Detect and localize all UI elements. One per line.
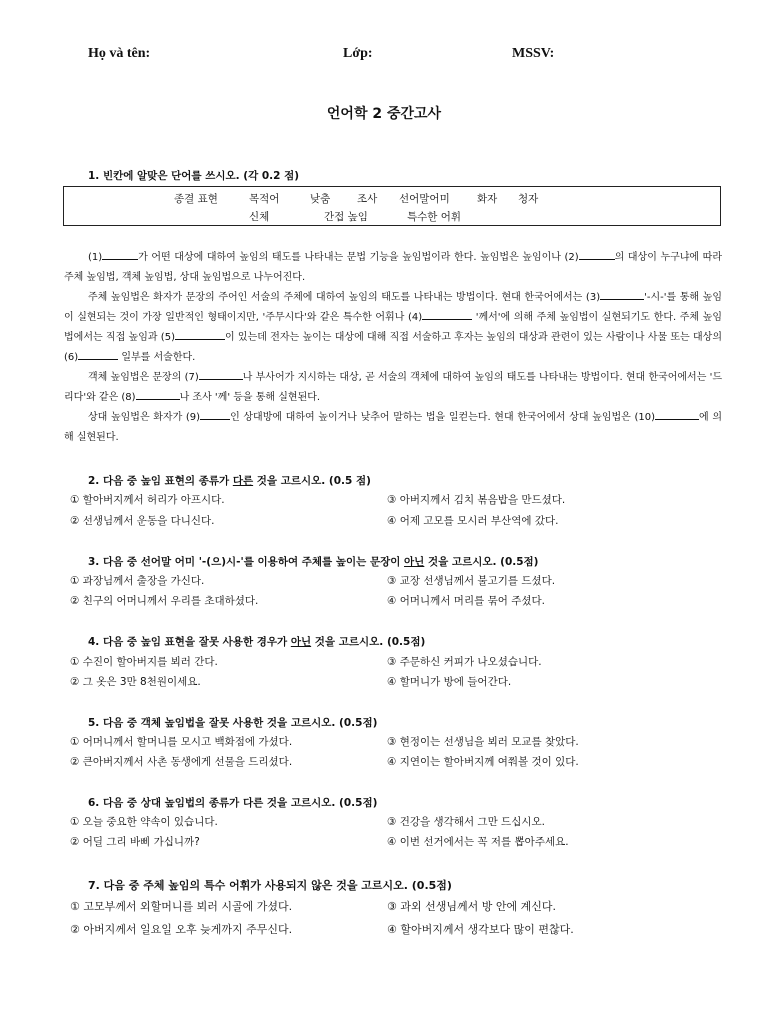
q2-option-2[interactable]: ② 선생님께서 운동을 다니신다. — [70, 515, 215, 527]
q7-option-3[interactable]: ③ 과외 선생님께서 방 안에 계신다. — [387, 900, 556, 913]
answer-blank-5[interactable] — [175, 329, 225, 340]
answer-blank-9[interactable] — [200, 409, 230, 420]
q3-heading: 3. 다음 중 선어말 어미 '-(으)시-'를 이용하여 주체를 높이는 문장이 아닌 것을 고르시오. (0.5점) — [88, 556, 539, 568]
word-bank-item: 조사 — [357, 193, 378, 205]
q4-option-2[interactable]: ② 그 옷은 3만 8천원이세요. — [70, 676, 201, 688]
q6-option-2[interactable]: ② 어딜 그리 바삐 가십니까? — [70, 836, 200, 848]
q4-heading: 4. 다음 중 높임 표현을 잘못 사용한 경우가 아닌 것을 고르시오. (0.5점) — [88, 636, 426, 648]
q5-option-4[interactable]: ④ 지연이는 할아버지께 여쭤볼 것이 있다. — [387, 756, 579, 768]
class-label: Lớp: — [343, 46, 373, 61]
passage-paragraph: 주체 높임법은 화자가 문장의 주어인 서술의 주체에 대하여 높임의 태도를 나타내는 방법이다. 현대 한국어에서는 (3) '-시-'를 통해 높임이 실현되는 것이 가장 일반적인 형태이지만, '주무시다'와 같은 특수한 어휘나 (4) '께서'에 의해 주체 높임법이 실현되기도 한다. 주체 높임법에서는 직접 높임과 (5) 이 있는데 전자는 높이는 대상에 대해 직접 서술하고 후자는 높임의 대상과 관련이 있는 사람이나 사물 또는 대상의 (6) 일부를 서술한다. — [64, 288, 722, 368]
passage-paragraph: (1) 가 어떤 대상에 대하여 높임의 태도를 나타내는 문법 기능을 높임법이라 한다. 높임법은 높임이나 (2) 의 대상이 누구냐에 따라 주체 높임법, 객체 높임법, 상대 높임법으로 나누어진다. — [64, 248, 722, 288]
passage-paragraph: 객체 높임법은 문장의 (7) 나 부사어가 지시하는 대상, 곧 서술의 객체에 대하여 높임의 태도를 나타내는 방법이다. 현대 한국어에서는 '드리다'와 같은 (8) 나 조사 '께' 등을 통해 실현된다. — [64, 368, 722, 408]
answer-blank-2[interactable] — [579, 249, 615, 260]
word-bank-item: 특수한 어휘 — [407, 211, 462, 223]
word-bank-item: 목적어 — [249, 193, 280, 205]
word-bank-item: 청자 — [518, 193, 539, 205]
q3-option-2[interactable]: ② 친구의 어머니께서 우리를 초대하셨다. — [70, 595, 259, 607]
q2-option-4[interactable]: ④ 어제 고모를 모시러 부산역에 갔다. — [387, 515, 559, 527]
q4-option-1[interactable]: ① 수진이 할아버지를 뵈러 간다. — [70, 656, 218, 668]
q2-heading: 2. 다음 중 높임 표현의 종류가 다른 것을 고르시오. (0.5 점) — [88, 475, 371, 487]
q5-option-1[interactable]: ① 어머니께서 할머니를 모시고 백화점에 가셨다. — [70, 736, 293, 748]
word-bank-item: 신체 — [249, 211, 270, 223]
q4-option-4[interactable]: ④ 할머니가 방에 들어간다. — [387, 676, 512, 688]
answer-blank-4[interactable] — [422, 309, 472, 320]
q5-heading: 5. 다음 중 객체 높임법을 잘못 사용한 것을 고르시오. (0.5점) — [88, 717, 378, 729]
word-bank-item: 선어말어미 — [399, 193, 450, 205]
q5-option-3[interactable]: ③ 현정이는 선생님을 뵈러 모교를 찾았다. — [387, 736, 579, 748]
exam-title: 언어학 2 중간고사 — [326, 106, 442, 122]
passage-paragraph: 상대 높임법은 화자가 (9) 인 상대방에 대하여 높이거나 낮추어 말하는 법을 일컫는다. 현대 한국어에서 상대 높임법은 (10) 에 의해 실현된다. — [64, 408, 722, 448]
q2-option-1[interactable]: ① 할아버지께서 허리가 아프시다. — [70, 494, 225, 506]
q3-option-3[interactable]: ③ 교장 선생님께서 불고기를 드셨다. — [387, 575, 556, 587]
q4-option-3[interactable]: ③ 주문하신 커피가 나오셨습니다. — [387, 656, 542, 668]
q3-option-4[interactable]: ④ 어머니께서 머리를 묶어 주셨다. — [387, 595, 545, 607]
q1-heading: 1. 빈칸에 알맞은 단어를 쓰시오. (각 0.2 점) — [88, 170, 300, 182]
q7-option-4[interactable]: ④ 할아버지께서 생각보다 많이 편찮다. — [387, 923, 574, 936]
answer-blank-1[interactable] — [102, 249, 138, 260]
answer-blank-6[interactable] — [78, 349, 118, 360]
word-bank-item: 화자 — [477, 193, 498, 205]
q6-option-1[interactable]: ① 오늘 중요한 약속이 있습니다. — [70, 816, 218, 828]
q2-option-3[interactable]: ③ 아버지께서 김치 볶음밥을 만드셨다. — [387, 494, 566, 506]
q3-option-1[interactable]: ① 과장님께서 출장을 가신다. — [70, 575, 205, 587]
q6-option-3[interactable]: ③ 건강을 생각해서 그만 드십시오. — [387, 816, 545, 828]
q1-passage — [64, 248, 722, 448]
answer-blank-8[interactable] — [136, 389, 180, 400]
student-id-label: MSSV: — [512, 46, 555, 61]
answer-blank-3[interactable] — [600, 289, 644, 300]
q7-heading: 7. 다음 중 주체 높임의 특수 어휘가 사용되지 않은 것을 고르시오. (0.5점) — [88, 879, 452, 892]
word-bank-item: 종결 표현 — [174, 193, 218, 205]
word-bank-item: 낮춤 — [310, 193, 331, 205]
q6-option-4[interactable]: ④ 이번 선거에서는 꼭 저를 뽑아주세요. — [387, 836, 569, 848]
name-label: Họ và tên: — [88, 46, 151, 61]
q5-option-2[interactable]: ② 큰아버지께서 사촌 동생에게 선물을 드리셨다. — [70, 756, 293, 768]
q7-option-2[interactable]: ② 아버지께서 일요일 오후 늦게까지 주무신다. — [70, 923, 293, 936]
answer-blank-7[interactable] — [199, 369, 243, 380]
q7-option-1[interactable]: ① 고모부께서 외할머니를 뵈러 시골에 가셨다. — [70, 900, 293, 913]
word-bank-item: 간접 높임 — [324, 211, 368, 223]
answer-blank-10[interactable] — [655, 409, 699, 420]
q6-heading: 6. 다음 중 상대 높임법의 종류가 다른 것을 고르시오. (0.5점) — [88, 797, 378, 809]
word-bank — [63, 186, 721, 226]
